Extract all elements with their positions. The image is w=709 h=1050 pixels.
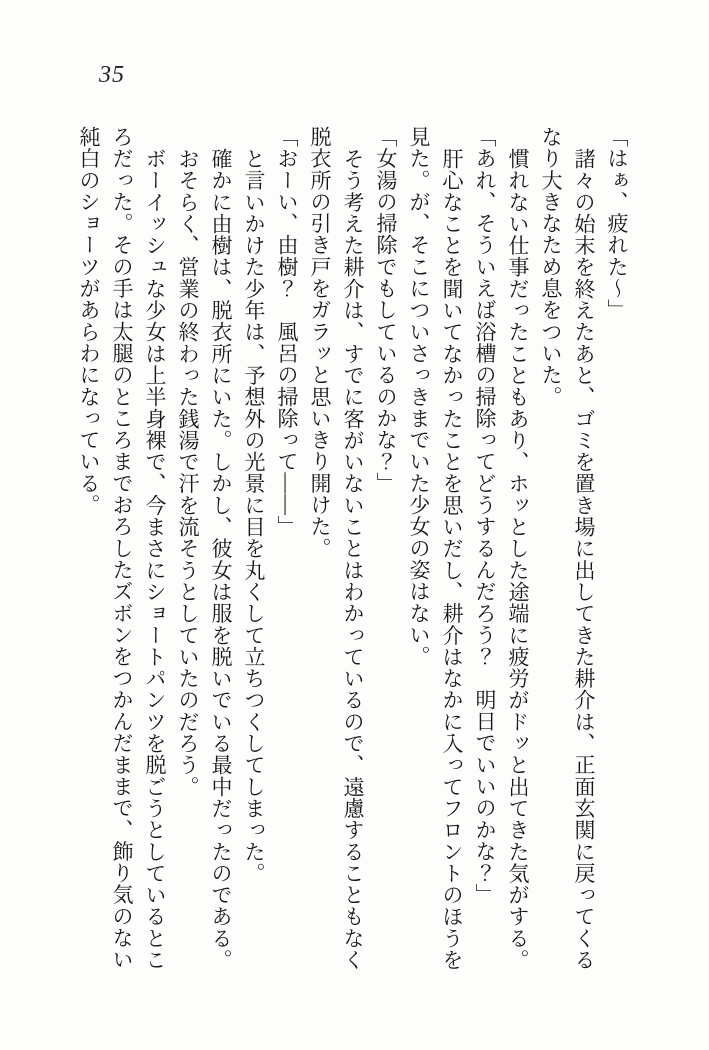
paragraph-6-dialogue: 「女湯の掃除でもしているのかな？」 — [374, 126, 398, 495]
paragraph-2: 諸々の始末を終えたあと、ゴミを置き場に出してきた耕介は、正面玄関に戻ってくるなり大きなため息をついた。 — [539, 126, 596, 971]
paragraph-4-dialogue: 「あれ、そういえば浴槽の掃除ってどうするんだろう？ 明日でいいのかな？」 — [473, 126, 497, 906]
paragraph-9: と言いかけた少年は、予想外の光景に目を丸くして立ちつくしてしまった。 — [242, 147, 266, 884]
paragraph-8-dialogue: 「おーい、由樹？ 風呂の掃除って――」 — [275, 126, 299, 538]
paragraph-12: ボーイッシュな少女は上半身裸で、今まさにショートパンツを脱ごうとしているところだった。その手は太腿のところまでおろしたズボンをつかんだままで、飾り気のない純白のショーツがあらわになっている。 — [77, 126, 167, 971]
paragraph-5: 肝心なことを聞いてなかったことを思いだし、耕介はなかに入ってフロントのほうを見た。が、そこについさっきまでいた少女の姿はない。 — [407, 126, 464, 971]
paragraph-7: そう考えた耕介は、すでに客がいないことはわかっているので、遠慮することもなく脱衣所の引き戸をガラッと思いきり開けた。 — [308, 126, 365, 971]
paragraph-3: 慣れない仕事だったこともあり、ホッとした途端に疲労がドッと出てきた気がする。 — [506, 147, 530, 971]
paragraph-11: おそらく、営業の終わった銭湯で汗を流そうとしていたのだろう。 — [176, 147, 200, 798]
body-text — [33, 126, 633, 974]
paragraph-10: 確かに由樹は、脱衣所にいた。しかし、彼女は服を脱いでいる最中だったのである。 — [209, 147, 233, 971]
page-number: 35 — [99, 62, 125, 88]
paragraph-1-dialogue: 「はぁ、疲れた〜」 — [605, 126, 629, 321]
